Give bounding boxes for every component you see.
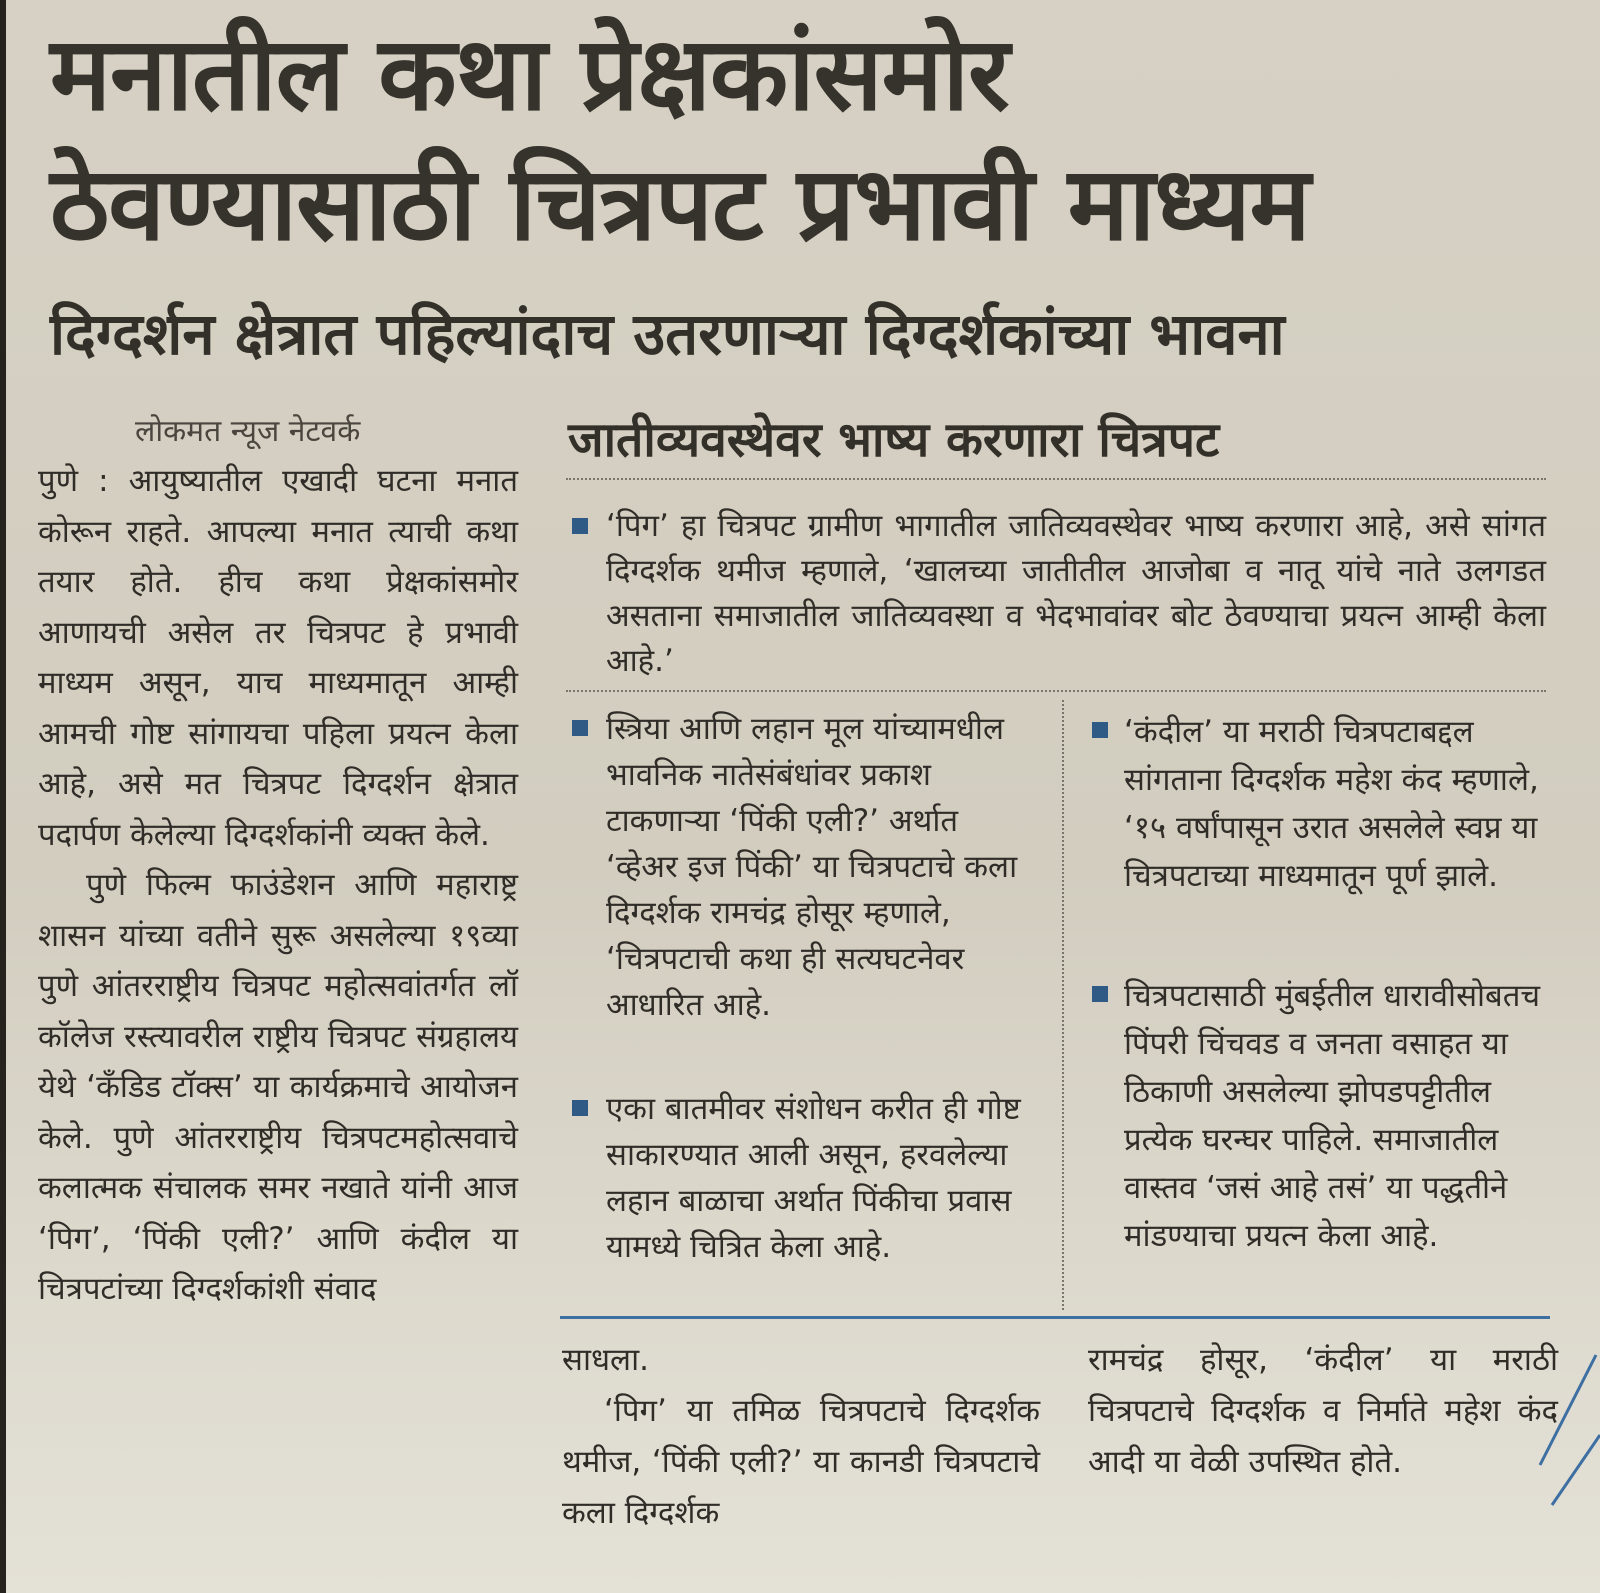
bullet-square-icon	[1092, 986, 1108, 1002]
bullet-square-icon	[572, 1100, 588, 1116]
pen-stroke-mark	[1530, 1345, 1600, 1515]
main-article-column	[38, 456, 518, 1315]
sidebar-title-divider	[566, 478, 1546, 480]
byline: लोकमत न्यूज नेटवर्क	[135, 414, 361, 449]
sidebar-item-pinky-2-text: एका बातमीवर संशोधन करीत ही गोष्ट साकारण्यात आली असून, हरवलेल्या लहान बाळाचा अर्थात पिंकीचा प्रवास यामध्ये चित्रित केला आहे.	[606, 1091, 1021, 1265]
article-paragraph-4: ‘पिग’ या तमिळ चित्रपटाचे दिग्दर्शक थमीज, ‘पिंकी एली?’ या कानडी चित्रपटाचे कला दिग्दर्शक	[562, 1393, 1040, 1531]
sidebar-item-kandil-1-text: ‘कंदील’ या मराठी चित्रपटाबद्दल सांगताना दिग्दर्शक महेश कंद म्हणाले, ‘१५ वर्षांपासून उरात असलेले स्वप्न या चित्रपटाच्या माध्यमातून पूर्ण झाले.	[1124, 714, 1539, 894]
sidebar-bottom-rule	[560, 1316, 1550, 1319]
bullet-square-icon	[572, 720, 588, 736]
sidebar-item-pinky-1-text: स्त्रिया आणि लहान मूल यांच्यामधील भावनिक नातेसंबंधांवर प्रकाश टाकणाऱ्या ‘पिंकी एली?’ अर्थात ‘व्हेअर इज पिंकी’ या चित्रपटाचे कला दिग्दर्शक रामचंद्र होसूर म्हणाले, ‘चित्रपटाची कथा ही सत्यघटनेवर आधारित आहे.	[606, 711, 1018, 1023]
sidebar-item-pinky-1	[606, 706, 1036, 1028]
bullet-square-icon	[572, 518, 588, 534]
sidebar-item-pig	[606, 504, 1546, 684]
sidebar-item-pig-text: ‘पिग’ हा चित्रपट ग्रामीण भागातील जातिव्यवस्थेवर भाष्य करणारा आहे, असे सांगत दिग्दर्शक थमीज म्हणाले, ‘खालच्या जातीतील आजोबा व नातू यांचे नाते उलगडत असताना समाजातील जातिव्यवस्था व भेदभावांवर बोट ठेवण्याचा प्रयत्न आम्ही केला आहे.’	[606, 508, 1546, 679]
article-continuation-middle	[562, 1335, 1040, 1539]
sidebar-title: जातीव्यवस्थेवर भाष्य करणारा चित्रपट	[568, 412, 1220, 468]
sidebar-item-pinky-2	[606, 1086, 1036, 1270]
page-edge-shadow	[0, 0, 6, 1593]
sidebar-column-divider	[1062, 700, 1064, 1310]
sidebar-item-kandil-2	[1124, 972, 1549, 1260]
bullet-square-icon	[1092, 722, 1108, 738]
headline-line-1: मनातील कथा प्रेक्षकांसमोर	[50, 15, 1009, 134]
headline-line-2: ठेवण्यासाठी चित्रपट प्रभावी माध्यम	[50, 145, 1310, 264]
article-paragraph-3: साधला.	[562, 1342, 649, 1378]
sidebar-item-kandil-2-text: चित्रपटासाठी मुंबईतील धारावीसोबतच पिंपरी चिंचवड व जनता वसाहत या ठिकाणी असलेल्या झोपडपट्टीतील प्रत्येक घरन्घर पाहिले. समाजातील वास्तव ‘जसं आहे तसं’ या पद्धतीने मांडण्याचा प्रयत्न केला आहे.	[1124, 978, 1541, 1254]
article-paragraph-2: पुणे फिल्म फाउंडेशन आणि महाराष्ट्र शासन यांच्या वतीने सुरू असलेल्या १९व्या पुणे आंतरराष्ट्रीय चित्रपट महोत्सवांतर्गत लॉ कॉलेज रस्त्यावरील राष्ट्रीय चित्रपट संग्रहालय येथे ‘कँडिड टॉक्स’ या कार्यक्रमाचे आयोजन केले. पुणे आंतरराष्ट्रीय चित्रपटमहोत्सवाचे कलात्मक संचालक समर नखाते यांनी आज ‘पिग’, ‘पिंकी एली?’ आणि कंदील या चित्रपटांच्या दिग्दर्शकांशी संवाद	[38, 867, 518, 1307]
article-paragraph-1: पुणे : आयुष्यातील एखादी घटना मनात कोरून राहते. आपल्या मनात त्याची कथा तयार होते. हीच कथा प्रेक्षकांसमोर आणायची असेल तर चित्रपट हे प्रभावी माध्यम असून, याच माध्यमातून आम्ही आमची गोष्ट सांगायचा पहिला प्रयत्न केला आहे, असे मत चित्रपट दिग्दर्शन क्षेत्रात पदार्पण केलेल्या दिग्दर्शकांनी व्यक्त केले.	[38, 463, 518, 853]
sidebar-row-divider	[566, 690, 1546, 692]
article-continuation-right	[1088, 1335, 1558, 1488]
sidebar-item-kandil-1	[1124, 708, 1549, 900]
article-paragraph-5: रामचंद्र होसूर, ‘कंदील’ या मराठी चित्रपटाचे दिग्दर्शक व निर्माते महेश कंद आदी या वेळी उपस्थित होते.	[1088, 1342, 1558, 1480]
subheadline: दिग्दर्शन क्षेत्रात पहिल्यांदाच उतरणाऱ्या दिग्दर्शकांच्या भावना	[50, 300, 1285, 368]
